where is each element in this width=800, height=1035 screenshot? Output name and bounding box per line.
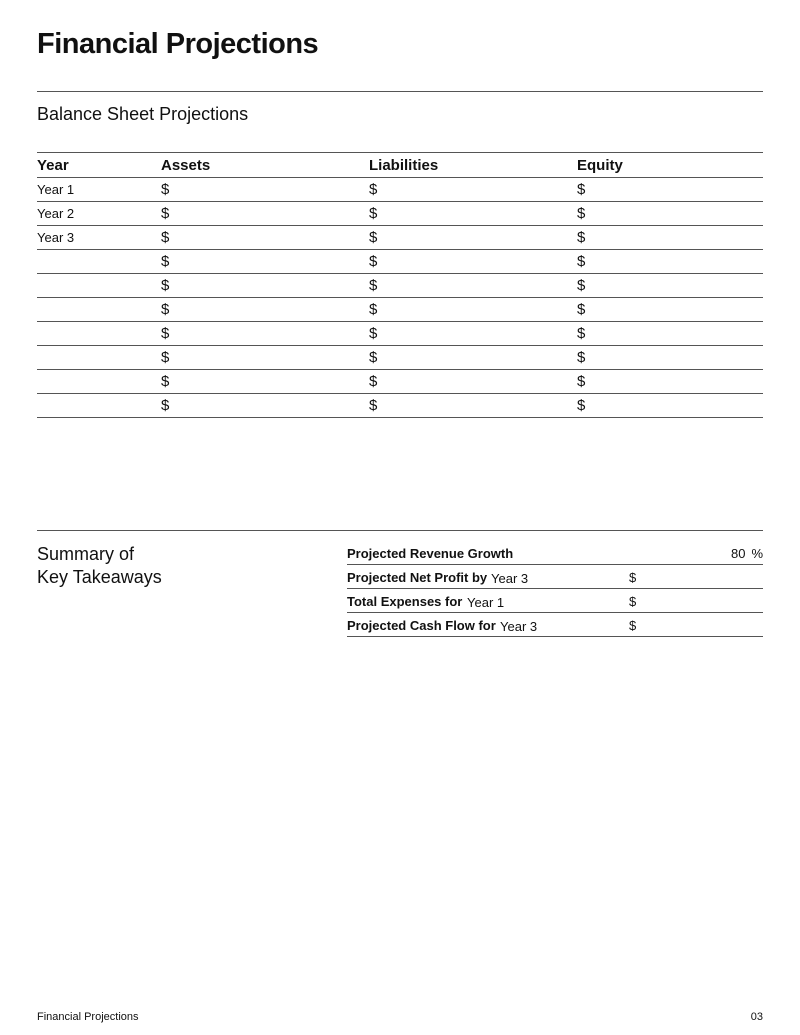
assets-cell[interactable]: $ xyxy=(161,322,369,346)
revenue-growth-value: 80 xyxy=(730,546,746,561)
equity-cell[interactable]: $ xyxy=(577,298,763,322)
title-divider xyxy=(37,91,763,92)
total-expenses-label: Total Expenses for xyxy=(347,594,463,609)
net-profit-currency[interactable]: $ xyxy=(629,570,637,585)
summary-heading-line-1: Summary of xyxy=(37,544,135,564)
footer-title: Financial Projections xyxy=(37,1011,139,1023)
cash-flow-label: Projected Cash Flow for xyxy=(347,618,496,633)
summary-heading-line-2: Key Takeaways xyxy=(37,567,162,587)
year-cell[interactable]: Year 1 xyxy=(37,178,161,202)
percent-unit: % xyxy=(751,546,763,561)
table-row xyxy=(37,322,763,346)
year-cell[interactable] xyxy=(37,394,161,418)
assets-cell[interactable]: $ xyxy=(161,298,369,322)
liabilities-cell[interactable]: $ xyxy=(369,274,577,298)
year-cell[interactable] xyxy=(37,298,161,322)
year-cell[interactable] xyxy=(37,322,161,346)
table-header-row xyxy=(37,153,763,178)
total-expenses-currency[interactable]: $ xyxy=(629,594,637,609)
assets-cell[interactable]: $ xyxy=(161,346,369,370)
equity-cell[interactable]: $ xyxy=(577,226,763,250)
table-row xyxy=(37,202,763,226)
year-cell[interactable]: Year 2 xyxy=(37,202,161,226)
equity-cell[interactable]: $ xyxy=(577,202,763,226)
key-takeaways-table xyxy=(347,541,763,637)
net-profit-row xyxy=(347,565,763,589)
column-header-equity: Equity xyxy=(577,153,763,178)
cash-flow-currency[interactable]: $ xyxy=(629,618,637,633)
assets-cell[interactable]: $ xyxy=(161,226,369,250)
balance-sheet-heading: Balance Sheet Projections xyxy=(37,104,249,124)
balance-sheet-body xyxy=(37,178,763,418)
table-row xyxy=(37,250,763,274)
liabilities-cell[interactable]: $ xyxy=(369,298,577,322)
liabilities-cell[interactable]: $ xyxy=(369,226,577,250)
cash-flow-period[interactable]: Year 3 xyxy=(500,619,538,634)
page-number: 03 xyxy=(750,1011,763,1023)
liabilities-cell[interactable]: $ xyxy=(369,178,577,202)
table-row xyxy=(37,274,763,298)
assets-cell[interactable]: $ xyxy=(161,202,369,226)
equity-cell[interactable]: $ xyxy=(577,250,763,274)
revenue-growth-row xyxy=(347,541,763,565)
year-cell[interactable] xyxy=(37,346,161,370)
year-cell[interactable] xyxy=(37,370,161,394)
liabilities-cell[interactable]: $ xyxy=(369,346,577,370)
liabilities-cell[interactable]: $ xyxy=(369,394,577,418)
assets-cell[interactable]: $ xyxy=(161,394,369,418)
assets-cell[interactable]: $ xyxy=(161,250,369,274)
page-title: Financial Projections xyxy=(37,28,319,60)
year-cell[interactable]: Year 3 xyxy=(37,226,161,250)
column-header-year: Year xyxy=(37,153,161,178)
table-row xyxy=(37,394,763,418)
summary-heading xyxy=(37,543,162,589)
cash-flow-row xyxy=(347,613,763,637)
year-cell[interactable] xyxy=(37,274,161,298)
table-row xyxy=(37,346,763,370)
equity-cell[interactable]: $ xyxy=(577,178,763,202)
table-row xyxy=(37,298,763,322)
net-profit-label: Projected Net Profit by xyxy=(347,570,488,585)
liabilities-cell[interactable]: $ xyxy=(369,370,577,394)
assets-cell[interactable]: $ xyxy=(161,178,369,202)
equity-cell[interactable]: $ xyxy=(577,370,763,394)
revenue-growth-label: Projected Revenue Growth xyxy=(347,546,514,561)
summary-divider xyxy=(37,530,763,531)
total-expenses-period[interactable]: Year 1 xyxy=(467,595,505,610)
total-expenses-row xyxy=(347,589,763,613)
liabilities-cell[interactable]: $ xyxy=(369,202,577,226)
revenue-growth-value-field[interactable] xyxy=(731,546,763,561)
equity-cell[interactable]: $ xyxy=(577,274,763,298)
balance-sheet-table xyxy=(37,152,763,418)
equity-cell[interactable]: $ xyxy=(577,322,763,346)
equity-cell[interactable]: $ xyxy=(577,394,763,418)
table-row xyxy=(37,178,763,202)
year-cell[interactable] xyxy=(37,250,161,274)
equity-cell[interactable]: $ xyxy=(577,346,763,370)
assets-cell[interactable]: $ xyxy=(161,370,369,394)
assets-cell[interactable]: $ xyxy=(161,274,369,298)
liabilities-cell[interactable]: $ xyxy=(369,250,577,274)
table-row xyxy=(37,370,763,394)
column-header-assets: Assets xyxy=(161,153,369,178)
column-header-liabilities: Liabilities xyxy=(369,153,577,178)
net-profit-period[interactable]: Year 3 xyxy=(491,571,529,586)
liabilities-cell[interactable]: $ xyxy=(369,322,577,346)
table-row xyxy=(37,226,763,250)
